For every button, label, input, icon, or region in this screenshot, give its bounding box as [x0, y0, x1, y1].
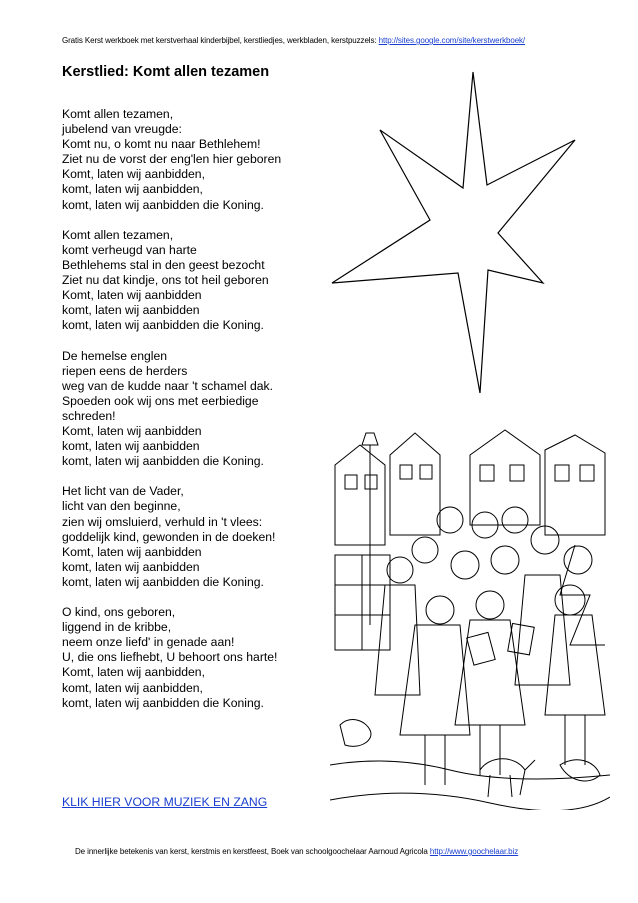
- star-coloring-shape: [330, 70, 580, 395]
- lyric-line: komt, laten wij aanbidden: [62, 303, 200, 318]
- lyric-line: licht van den beginne,: [62, 499, 181, 514]
- lyric-line: Komt, laten wij aanbidden: [62, 288, 202, 303]
- lyric-line: komt, laten wij aanbidden,: [62, 680, 203, 695]
- page-header: [62, 36, 632, 45]
- lyric-line: komt, laten wij aanbidden,: [62, 182, 203, 197]
- lyric-line: Komt, laten wij aanbidden,: [62, 665, 205, 680]
- header-text: Gratis Kerst werkboek met kerstverhaal kinderbijbel, kerstliedjes, werkbladen, kerstpuzzels:: [62, 36, 377, 45]
- lyric-line: komt, laten wij aanbidden die Koning.: [62, 574, 264, 589]
- stanza: [62, 605, 332, 711]
- lyric-line: Ziet nu dat kindje, ons tot heil geboren: [62, 273, 269, 288]
- carolers-coloring-picture: [330, 425, 610, 810]
- lyric-line: U, die ons liefhebt, U behoort ons harte!: [62, 650, 278, 665]
- lyric-line: komt, laten wij aanbidden: [62, 559, 200, 574]
- lyric-line: jubelend van vreugde:: [62, 122, 182, 137]
- lyric-line: komt, laten wij aanbidden die Koning.: [62, 454, 264, 469]
- footer-link[interactable]: http://www.goochelaar.biz: [429, 847, 519, 856]
- lyric-line: komt, laten wij aanbidden die Koning.: [62, 695, 264, 710]
- lyric-line: neem onze liefd' in genade aan!: [62, 635, 235, 650]
- header-link[interactable]: http://sites.google.com/site/kerstwerkboek/: [378, 36, 526, 45]
- lyric-line: De hemelse englen: [62, 348, 168, 363]
- lyric-line: O kind, ons geboren,: [62, 605, 176, 620]
- lyric-line: Ziet nu de vorst der eng'len hier geboren: [62, 152, 282, 167]
- lyric-line: Het licht van de Vader,: [62, 484, 184, 499]
- stanza: [62, 107, 332, 213]
- stanza: [62, 349, 332, 470]
- lyric-line: komt, laten wij aanbidden: [62, 439, 200, 454]
- lyric-line: Spoeden ook wij ons met eerbiedige: [62, 393, 259, 408]
- footer-text: De innerlijke betekenis van kerst, kerstmis en kerstfeest, Boek van schoolgoochelaar Aarnoud Agricola: [75, 847, 428, 856]
- page-title: Kerstlied: Komt allen tezamen: [62, 64, 270, 80]
- page-footer: [75, 847, 518, 856]
- lyric-line: komt, laten wij aanbidden die Koning.: [62, 197, 264, 212]
- lyric-line: Komt, laten wij aanbidden: [62, 423, 202, 438]
- lyric-line: riepen eens de herders: [62, 363, 188, 378]
- lyric-line: liggend in de kribbe,: [62, 620, 172, 635]
- music-link[interactable]: KLIK HIER VOOR MUZIEK EN ZANG: [62, 795, 268, 809]
- lyric-line: komt verheugd van harte: [62, 242, 197, 257]
- lyrics: [62, 107, 332, 726]
- lyric-line: goddelijk kind, gewonden in de doeken!: [62, 529, 276, 544]
- lyric-line: Komt, laten wij aanbidden,: [62, 167, 205, 182]
- lyric-line: Bethlehems stal in den geest bezocht: [62, 257, 265, 272]
- lyric-line: Komt allen tezamen,: [62, 107, 174, 121]
- lyric-line: Komt nu, o komt nu naar Bethlehem!: [62, 137, 261, 152]
- lyric-line: zien wij omsluierd, verhuld in 't vlees:: [62, 514, 263, 529]
- lyric-line: weg van de kudde naar 't schamel dak.: [62, 378, 273, 393]
- lyric-line: Komt allen tezamen,: [62, 227, 174, 242]
- lyric-line: Komt, laten wij aanbidden: [62, 544, 202, 559]
- stanza: [62, 484, 332, 590]
- lyric-line: schreden!: [62, 408, 116, 423]
- stanza: [62, 228, 332, 334]
- lyric-line: komt, laten wij aanbidden die Koning.: [62, 318, 264, 333]
